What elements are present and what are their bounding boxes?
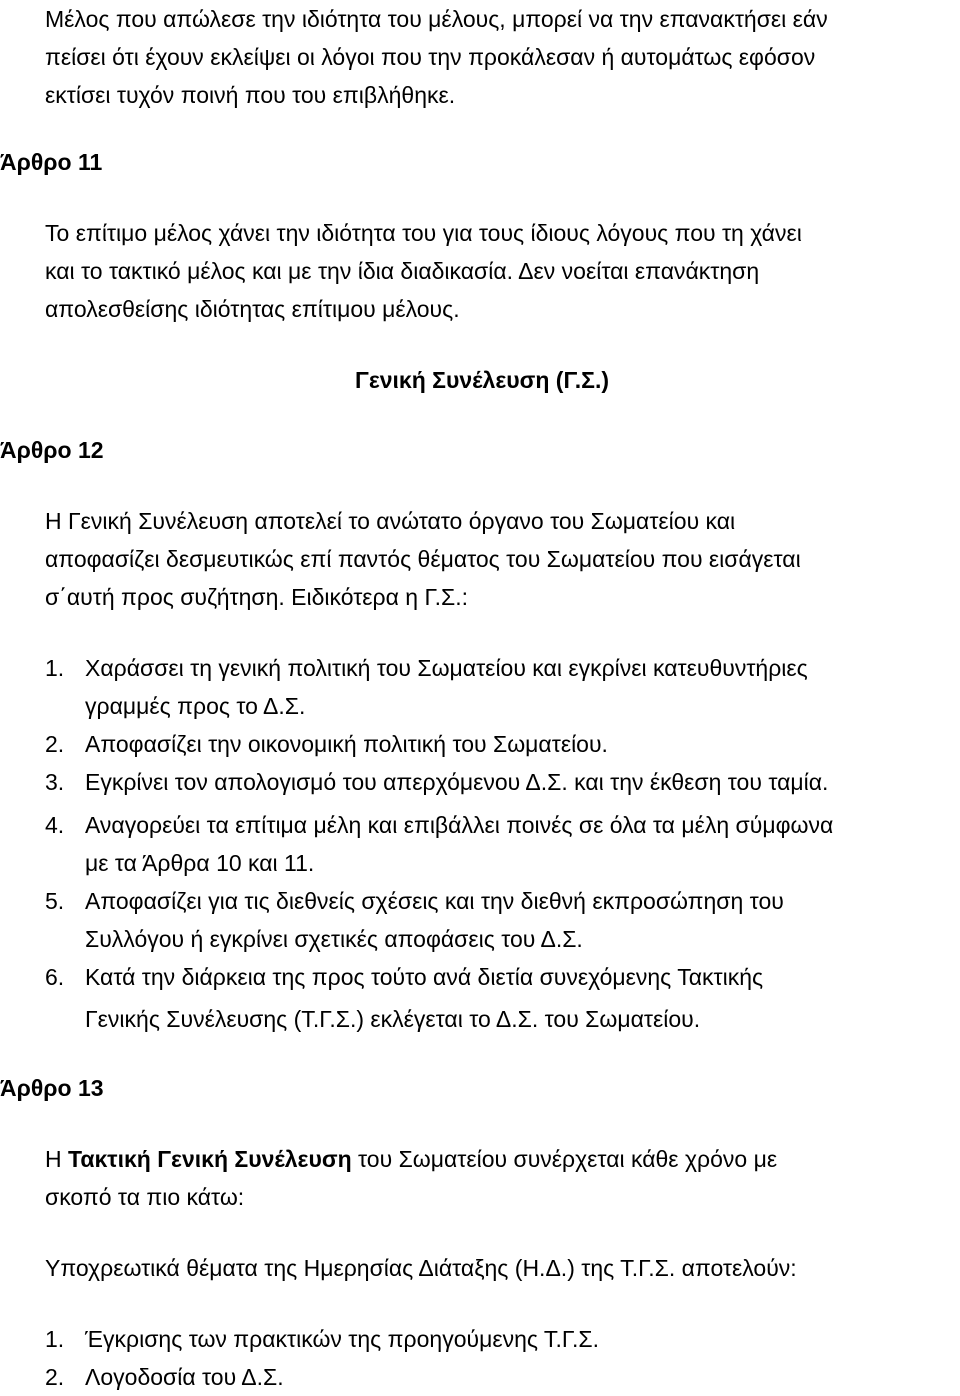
list-item-number: 6. <box>45 964 65 990</box>
list-item-number: 1. <box>45 655 65 681</box>
article-12-heading: Άρθρο 12 <box>0 437 104 463</box>
list-item-number: 5. <box>45 888 65 914</box>
list-item <box>45 958 763 996</box>
art12-intro-line-2: αποφασίζει δεσμευτικώς επί παντός θέματος του Σωματείου που εισάγεται <box>45 546 801 572</box>
list-item <box>45 882 784 920</box>
art11-line-1: Το επίτιμο μέλος χάνει την ιδιότητα του για τους ίδιους λόγους που τη χάνει <box>45 220 802 246</box>
list-item <box>45 725 608 763</box>
art13-paragraph-line-1 <box>45 1140 777 1178</box>
article-13-heading: Άρθρο 13 <box>0 1075 104 1101</box>
list-item-text: Έγκρισης των πρακτικών της προηγούμενης Τ.Γ.Σ. <box>85 1326 599 1352</box>
art10-line-3: εκτίσει τυχόν ποινή που του επιβλήθηκε. <box>45 82 456 108</box>
list-item-continuation: Γενικής Συνέλευσης (Τ.Γ.Σ.) εκλέγεται το Δ.Σ. του Σωματείου. <box>85 1006 701 1032</box>
art11-line-2: και το τακτικό μέλος και με την ίδια διαδικασία. Δεν νοείται επανάκτηση <box>45 258 760 284</box>
list-item <box>45 763 828 801</box>
list-item-number: 1. <box>45 1326 65 1352</box>
art13-p1-bold-term: Τακτική Γενική Συνέλευση <box>68 1146 352 1172</box>
art13-p1-prefix: Η <box>45 1146 68 1172</box>
art12-intro-line-3: σ΄αυτή προς συζήτηση. Ειδικότερα η Γ.Σ.: <box>45 584 469 610</box>
art12-intro-line-1: Η Γενική Συνέλευση αποτελεί το ανώτατο όργανο του Σωματείου και <box>45 508 736 534</box>
article-11-heading: Άρθρο 11 <box>0 149 103 175</box>
list-item-number: 3. <box>45 769 65 795</box>
list-item <box>45 806 833 844</box>
list-item-continuation: Συλλόγου ή εγκρίνει σχετικές αποφάσεις του Δ.Σ. <box>85 926 583 952</box>
art13-paragraph-2: Υποχρεωτικά θέματα της Ημερησίας Διάταξης (Η.Δ.) της Τ.Γ.Σ. αποτελούν: <box>45 1255 797 1281</box>
list-item-continuation: με τα Άρθρα 10 και 11. <box>85 850 315 876</box>
list-item-text: Λογοδοσία του Δ.Σ. <box>85 1364 284 1390</box>
section-title: Γενική Συνέλευση (Γ.Σ.) <box>355 367 610 393</box>
list-item-text: Κατά την διάρκεια της προς τούτο ανά διετία συνεχόμενης Τακτικής <box>85 964 764 990</box>
list-item-number: 2. <box>45 1364 65 1390</box>
list-item-text: Αναγορεύει τα επίτιμα μέλη και επιβάλλει ποινές σε όλα τα μέλη σύμφωνα <box>85 812 834 838</box>
art10-line-2: πείσει ότι έχουν εκλείψει οι λόγοι που την προκάλεσαν ή αυτομάτως εφόσον <box>45 44 816 70</box>
list-item-continuation: γραμμές προς το Δ.Σ. <box>85 693 306 719</box>
art13-p1-suffix: του Σωματείου συνέρχεται κάθε χρόνο με <box>351 1146 778 1172</box>
list-item-text: Χαράσσει τη γενική πολιτική του Σωματείου και εγκρίνει κατευθυντήριες <box>85 655 808 681</box>
list-item-text: Αποφασίζει την οικονομική πολιτική του Σωματείου. <box>85 731 608 757</box>
art11-line-3: απολεσθείσης ιδιότητας επίτιμου μέλους. <box>45 296 460 322</box>
list-item <box>45 1358 284 1396</box>
list-item-text: Εγκρίνει τον απολογισμό του απερχόμενου Δ.Σ. και την έκθεση του ταμία. <box>85 769 829 795</box>
list-item <box>45 1320 599 1358</box>
art10-line-1: Μέλος που απώλεσε την ιδιότητα του μέλους, μπορεί να την επανακτήσει εάν <box>45 6 828 32</box>
list-item-number: 4. <box>45 812 65 838</box>
list-item <box>45 649 808 687</box>
list-item-number: 2. <box>45 731 65 757</box>
art13-paragraph-line-2: σκοπό τα πιο κάτω: <box>45 1184 245 1210</box>
list-item-text: Αποφασίζει για τις διεθνείς σχέσεις και την διεθνή εκπροσώπηση του <box>85 888 784 914</box>
